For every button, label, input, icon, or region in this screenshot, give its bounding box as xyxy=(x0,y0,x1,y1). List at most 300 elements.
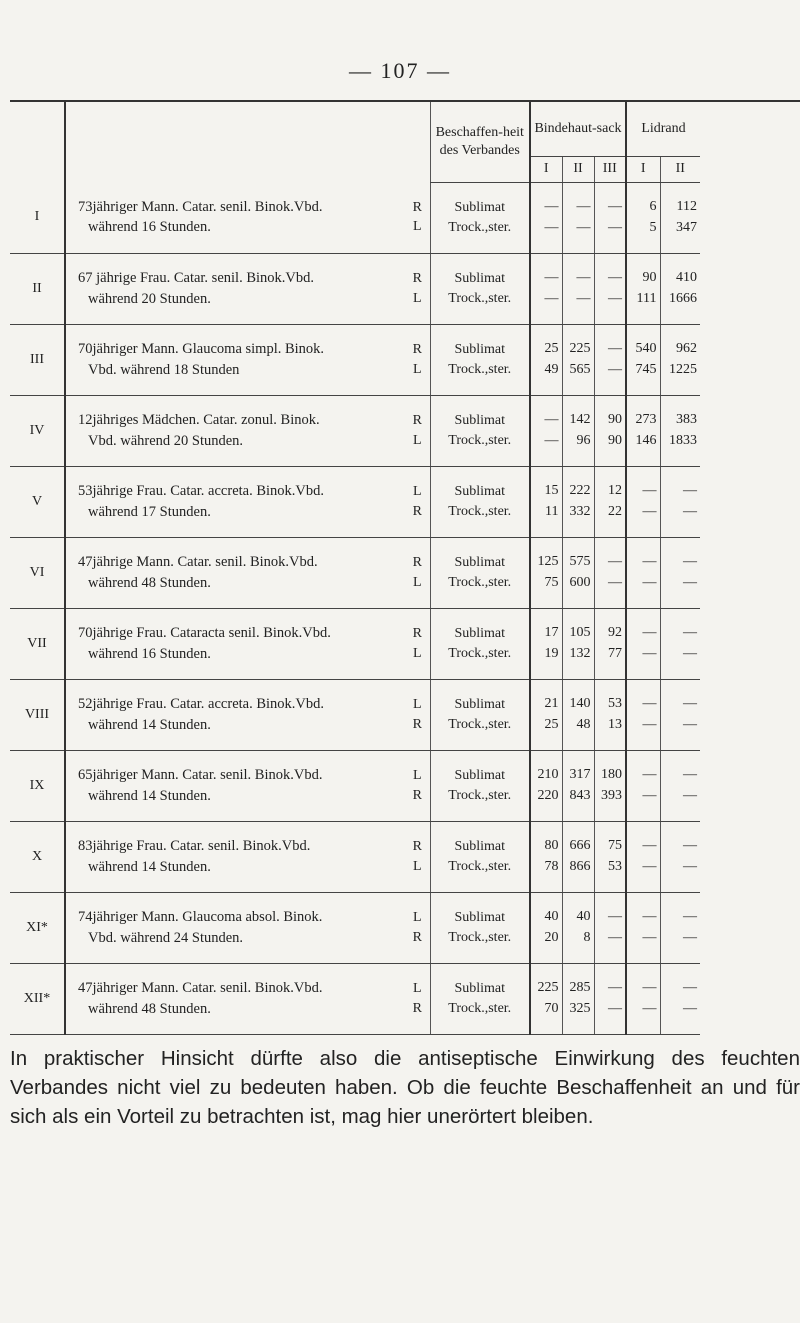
lidrand-ii xyxy=(660,395,700,466)
description-line-1: 47jährige Mann. Catar. senil. Binok.Vbd. xyxy=(78,554,318,571)
lidrand-ii-bottom: — xyxy=(683,787,697,803)
table-row xyxy=(10,821,700,892)
description-line-1: 73jähriger Mann. Catar. senil. Binok.Vbd. xyxy=(78,198,323,215)
eye-side xyxy=(405,324,430,395)
eye-side-bottom: L xyxy=(412,290,422,306)
dressing-type xyxy=(430,750,530,821)
bindehaut-ii-bottom: 96 xyxy=(576,432,591,448)
lidrand-i-top: 540 xyxy=(635,341,657,357)
header-bindehaut-iii: III xyxy=(594,156,626,182)
eye-side-top: L xyxy=(412,980,422,996)
lidrand-ii-bottom: — xyxy=(683,858,697,874)
eye-side-top: L xyxy=(412,909,422,925)
dressing-type-top: Sublimat xyxy=(454,483,506,499)
lidrand-ii-bottom: — xyxy=(683,574,697,590)
dressing-type-top: Sublimat xyxy=(454,767,506,783)
bindehaut-iii-bottom: — xyxy=(608,290,622,306)
lidrand-i-bottom: — xyxy=(642,1000,657,1016)
eye-side-bottom: L xyxy=(412,574,422,590)
description-line-1: 70jähriger Mann. Glaucoma simpl. Binok. xyxy=(78,341,325,358)
eye-side-top: R xyxy=(412,199,422,215)
bindehaut-iii-top: — xyxy=(608,909,622,925)
lidrand-i-bottom: 5 xyxy=(649,219,657,235)
eye-side-top: R xyxy=(412,341,422,357)
case-number: IX xyxy=(10,750,65,821)
case-description xyxy=(65,963,405,1034)
bindehaut-ii xyxy=(562,892,594,963)
bindehaut-ii xyxy=(562,466,594,537)
eye-side xyxy=(405,253,430,324)
bindehaut-iii xyxy=(594,963,626,1034)
lidrand-i-top: — xyxy=(642,909,657,925)
lidrand-ii xyxy=(660,537,700,608)
bindehaut-i-bottom: 70 xyxy=(544,1000,559,1016)
header-desc xyxy=(65,102,405,182)
bindehaut-i xyxy=(530,537,562,608)
table-row xyxy=(10,679,700,750)
bindehaut-ii-bottom: — xyxy=(576,219,591,235)
lidrand-ii xyxy=(660,750,700,821)
header-bindehaut-ii: II xyxy=(562,156,594,182)
bindehaut-i xyxy=(530,466,562,537)
eye-side-bottom: L xyxy=(412,645,422,661)
table-row xyxy=(10,253,700,324)
bindehaut-i xyxy=(530,182,562,253)
bindehaut-iii-top: — xyxy=(608,199,622,215)
bindehaut-ii-bottom: 843 xyxy=(569,787,591,803)
bindehaut-iii-bottom: — xyxy=(608,929,622,945)
case-description xyxy=(65,395,405,466)
lidrand-i-bottom: — xyxy=(642,503,657,519)
dressing-type-bottom: Trock.,ster. xyxy=(448,645,512,661)
bindehaut-iii xyxy=(594,253,626,324)
lidrand-i xyxy=(626,395,660,466)
bindehaut-ii xyxy=(562,253,594,324)
case-number: II xyxy=(10,253,65,324)
eye-side xyxy=(405,608,430,679)
bindehaut-iii-top: — xyxy=(608,270,622,286)
case-description xyxy=(65,821,405,892)
bindehaut-i-top: 225 xyxy=(537,980,559,996)
lidrand-i-top: — xyxy=(642,767,657,783)
description-line-1: 47jähriger Mann. Catar. senil. Binok.Vbd. xyxy=(78,980,323,997)
dressing-type-top: Sublimat xyxy=(454,838,506,854)
description-line-2: Vbd. während 24 Stunden. xyxy=(88,929,244,946)
lidrand-ii xyxy=(660,963,700,1034)
lidrand-ii xyxy=(660,253,700,324)
header-lidrand-i: I xyxy=(626,156,660,182)
eye-side-bottom: R xyxy=(412,716,422,732)
bindehaut-i-top: — xyxy=(544,412,559,428)
dressing-type-bottom: Trock.,ster. xyxy=(448,219,512,235)
lidrand-i xyxy=(626,963,660,1034)
eye-side-bottom: R xyxy=(412,787,422,803)
dressing-type xyxy=(430,253,530,324)
bindehaut-i xyxy=(530,892,562,963)
page-number: — 107 — xyxy=(349,58,451,83)
dressing-type-bottom: Trock.,ster. xyxy=(448,787,512,803)
bindehaut-iii-top: 180 xyxy=(601,767,622,783)
case-description xyxy=(65,679,405,750)
lidrand-ii-top: — xyxy=(683,625,697,641)
bindehaut-i xyxy=(530,963,562,1034)
eye-side-top: L xyxy=(412,483,422,499)
description-line-2: während 48 Stunden. xyxy=(88,1000,211,1017)
lidrand-i xyxy=(626,892,660,963)
bindehaut-ii-bottom: 332 xyxy=(569,503,591,519)
bindehaut-ii-top: 666 xyxy=(569,838,591,854)
bindehaut-i-bottom: 78 xyxy=(544,858,559,874)
lidrand-i xyxy=(626,537,660,608)
bindehaut-ii-top: 142 xyxy=(569,412,591,428)
lidrand-ii-top: — xyxy=(683,767,697,783)
bindehaut-iii-top: 92 xyxy=(608,625,622,641)
dressing-type-top: Sublimat xyxy=(454,696,506,712)
bindehaut-ii-bottom: 600 xyxy=(569,574,591,590)
description-line-2: während 20 Stunden. xyxy=(88,290,211,307)
lidrand-ii-top: — xyxy=(683,980,697,996)
dressing-type-top: Sublimat xyxy=(454,412,506,428)
case-description xyxy=(65,324,405,395)
lidrand-ii-top: 410 xyxy=(676,270,697,286)
bindehaut-iii xyxy=(594,750,626,821)
bindehaut-iii-top: — xyxy=(608,980,622,996)
lidrand-i-top: — xyxy=(642,980,657,996)
bindehaut-i xyxy=(530,821,562,892)
bindehaut-i-top: 21 xyxy=(544,696,559,712)
dressing-type-top: Sublimat xyxy=(454,270,506,286)
bindehaut-ii-top: 317 xyxy=(569,767,591,783)
eye-side xyxy=(405,821,430,892)
description-line-2: während 14 Stunden. xyxy=(88,716,211,733)
dressing-type-top: Sublimat xyxy=(454,909,506,925)
case-description xyxy=(65,537,405,608)
header-bindehaut: Bindehaut-sack xyxy=(530,102,626,156)
lidrand-ii-bottom: 1833 xyxy=(669,432,697,448)
bindehaut-iii xyxy=(594,466,626,537)
dressing-type xyxy=(430,608,530,679)
description-line-1: 67 jährige Frau. Catar. senil. Binok.Vbd. xyxy=(78,270,314,287)
bindehaut-iii xyxy=(594,324,626,395)
lidrand-i-bottom: 745 xyxy=(635,361,657,377)
lidrand-ii-top: — xyxy=(683,554,697,570)
lidrand-i-bottom: — xyxy=(642,858,657,874)
dressing-type-top: Sublimat xyxy=(454,625,506,641)
eye-side-bottom: R xyxy=(412,929,422,945)
lidrand-i xyxy=(626,253,660,324)
bindehaut-i-bottom: 49 xyxy=(544,361,559,377)
lidrand-i-bottom: — xyxy=(642,716,657,732)
bindehaut-iii-bottom: 13 xyxy=(608,716,622,732)
description-line-2: während 16 Stunden. xyxy=(88,645,211,662)
dressing-type-bottom: Trock.,ster. xyxy=(448,290,512,306)
bindehaut-i-bottom: 11 xyxy=(545,503,559,519)
lidrand-ii xyxy=(660,892,700,963)
bindehaut-ii-top: 285 xyxy=(569,980,591,996)
bindehaut-iii xyxy=(594,537,626,608)
lidrand-i-top: — xyxy=(642,838,657,854)
bindehaut-i-top: 125 xyxy=(537,554,559,570)
lidrand-i-top: — xyxy=(642,554,657,570)
table-row xyxy=(10,608,700,679)
header-beschaffenheit: Beschaffen-heit des Verbandes xyxy=(430,102,530,182)
lidrand-i xyxy=(626,679,660,750)
eye-side-bottom: L xyxy=(412,432,422,448)
body-paragraph: In praktischer Hinsicht dürfte also die antiseptische Einwirkung des feuchten Verbandes nicht viel zu bedeuten haben. Ob die feuchte Beschaffenheit an und für sich als ein Vorteil zu betrachten ist, mag hier unerörtert bleiben. xyxy=(10,1047,800,1128)
description-line-2: während 16 Stunden. xyxy=(88,219,211,236)
dressing-type-bottom: Trock.,ster. xyxy=(448,574,512,590)
dressing-type xyxy=(430,892,530,963)
bindehaut-iii-top: 12 xyxy=(608,483,622,499)
dressing-type-top: Sublimat xyxy=(454,554,506,570)
lidrand-i-bottom: — xyxy=(642,574,657,590)
lidrand-ii xyxy=(660,324,700,395)
bindehaut-ii xyxy=(562,750,594,821)
bindehaut-ii-bottom: 325 xyxy=(569,1000,591,1016)
eye-side xyxy=(405,537,430,608)
bindehaut-ii-bottom: 132 xyxy=(569,645,591,661)
bindehaut-i-bottom: 20 xyxy=(544,929,559,945)
lidrand-ii-bottom: 1225 xyxy=(669,361,697,377)
bindehaut-i xyxy=(530,679,562,750)
dressing-type-bottom: Trock.,ster. xyxy=(448,432,512,448)
lidrand-ii-top: — xyxy=(683,838,697,854)
lidrand-i xyxy=(626,821,660,892)
dressing-type xyxy=(430,821,530,892)
description-line-2: Vbd. während 18 Stunden xyxy=(88,361,240,378)
description-line-1: 83jährige Frau. Catar. senil. Binok.Vbd. xyxy=(78,838,311,855)
description-line-1: 53jährige Frau. Catar. accreta. Binok.Vbd. xyxy=(78,483,325,500)
lidrand-ii-bottom: — xyxy=(683,645,697,661)
dressing-type-bottom: Trock.,ster. xyxy=(448,929,512,945)
bindehaut-i-top: — xyxy=(544,199,559,215)
lidrand-ii xyxy=(660,466,700,537)
eye-side-bottom: L xyxy=(412,858,422,874)
bindehaut-iii-top: 75 xyxy=(608,838,622,854)
bindehaut-i-bottom: 19 xyxy=(544,645,559,661)
bindehaut-iii-bottom: — xyxy=(608,361,622,377)
bindehaut-iii xyxy=(594,608,626,679)
bindehaut-iii-bottom: — xyxy=(608,1000,622,1016)
table-row xyxy=(10,182,700,253)
dressing-type xyxy=(430,324,530,395)
case-number: VI xyxy=(10,537,65,608)
bindehaut-i xyxy=(530,608,562,679)
description-line-2: während 17 Stunden. xyxy=(88,503,211,520)
bindehaut-i-top: 210 xyxy=(537,767,559,783)
bindehaut-ii-top: 225 xyxy=(569,341,591,357)
case-description xyxy=(65,892,405,963)
dressing-type xyxy=(430,679,530,750)
case-description xyxy=(65,466,405,537)
case-number: VII xyxy=(10,608,65,679)
description-line-1: 52jährige Frau. Catar. accreta. Binok.Vbd. xyxy=(78,696,325,713)
bindehaut-i-top: — xyxy=(544,270,559,286)
lidrand-ii-top: — xyxy=(683,696,697,712)
results-table xyxy=(10,102,700,1035)
bindehaut-i-top: 17 xyxy=(544,625,559,641)
eye-side-bottom: L xyxy=(412,361,422,377)
dressing-type xyxy=(430,537,530,608)
description-line-1: 65jähriger Mann. Catar. senil. Binok.Vbd. xyxy=(78,767,323,784)
lidrand-i-top: 6 xyxy=(649,199,657,215)
bindehaut-i-bottom: — xyxy=(544,290,559,306)
description-line-1: 70jährige Frau. Cataracta senil. Binok.Vbd. xyxy=(78,625,331,642)
lidrand-ii-bottom: — xyxy=(683,929,697,945)
bindehaut-iii xyxy=(594,395,626,466)
lidrand-i-bottom: — xyxy=(642,929,657,945)
bindehaut-i-bottom: — xyxy=(544,432,559,448)
bindehaut-iii xyxy=(594,821,626,892)
eye-side-top: R xyxy=(412,554,422,570)
case-number: VIII xyxy=(10,679,65,750)
bindehaut-iii-bottom: 90 xyxy=(608,432,622,448)
bindehaut-i-top: 25 xyxy=(544,341,559,357)
lidrand-i-bottom: 146 xyxy=(635,432,657,448)
lidrand-i-bottom: 111 xyxy=(636,290,657,306)
eye-side xyxy=(405,892,430,963)
bindehaut-ii xyxy=(562,963,594,1034)
description-line-2: Vbd. während 20 Stunden. xyxy=(88,432,244,449)
bindehaut-ii-bottom: — xyxy=(576,290,591,306)
eye-side-top: L xyxy=(412,767,422,783)
bindehaut-ii xyxy=(562,395,594,466)
bindehaut-ii xyxy=(562,182,594,253)
bindehaut-iii-bottom: 393 xyxy=(601,787,622,803)
eye-side-top: L xyxy=(412,696,422,712)
bindehaut-ii-bottom: 565 xyxy=(569,361,591,377)
bindehaut-iii-top: — xyxy=(608,554,622,570)
lidrand-ii xyxy=(660,182,700,253)
lidrand-ii-top: 962 xyxy=(676,341,697,357)
dressing-type-bottom: Trock.,ster. xyxy=(448,716,512,732)
bindehaut-ii xyxy=(562,821,594,892)
table-row xyxy=(10,892,700,963)
bindehaut-ii-top: 575 xyxy=(569,554,591,570)
lidrand-i-bottom: — xyxy=(642,645,657,661)
bindehaut-i xyxy=(530,324,562,395)
bindehaut-ii-bottom: 8 xyxy=(583,929,591,945)
header-bindehaut-i: I xyxy=(530,156,562,182)
description-line-2: während 14 Stunden. xyxy=(88,858,211,875)
case-number: V xyxy=(10,466,65,537)
bindehaut-i xyxy=(530,395,562,466)
lidrand-ii-bottom: — xyxy=(683,503,697,519)
bindehaut-i-bottom: 25 xyxy=(544,716,559,732)
lidrand-i xyxy=(626,182,660,253)
bindehaut-iii xyxy=(594,182,626,253)
eye-side xyxy=(405,750,430,821)
lidrand-ii xyxy=(660,821,700,892)
dressing-type-top: Sublimat xyxy=(454,980,506,996)
lidrand-i-top: — xyxy=(642,483,657,499)
bindehaut-iii xyxy=(594,892,626,963)
lidrand-ii-top: — xyxy=(683,483,697,499)
header-case xyxy=(10,102,65,182)
lidrand-i-bottom: — xyxy=(642,787,657,803)
eye-side-bottom: L xyxy=(412,219,422,235)
description-line-2: während 14 Stunden. xyxy=(88,787,211,804)
bindehaut-ii-top: 222 xyxy=(569,483,591,499)
bindehaut-iii-bottom: 53 xyxy=(608,858,622,874)
dressing-type xyxy=(430,182,530,253)
lidrand-ii-top: 383 xyxy=(676,412,697,428)
bindehaut-i-bottom: — xyxy=(544,219,559,235)
bindehaut-i xyxy=(530,253,562,324)
lidrand-ii-top: 112 xyxy=(676,199,697,215)
bindehaut-ii xyxy=(562,537,594,608)
dressing-type-top: Sublimat xyxy=(454,199,506,215)
lidrand-i-top: — xyxy=(642,696,657,712)
lidrand-i xyxy=(626,750,660,821)
table-row xyxy=(10,324,700,395)
header-side xyxy=(405,102,430,182)
lidrand-ii-bottom: — xyxy=(683,1000,697,1016)
bindehaut-iii-top: 90 xyxy=(608,412,622,428)
lidrand-ii-bottom: — xyxy=(683,716,697,732)
lidrand-ii xyxy=(660,679,700,750)
lidrand-i xyxy=(626,324,660,395)
bindehaut-i-top: 80 xyxy=(544,838,559,854)
dressing-type xyxy=(430,395,530,466)
lidrand-ii-top: — xyxy=(683,909,697,925)
lidrand-i xyxy=(626,608,660,679)
lidrand-i-top: 90 xyxy=(642,270,657,286)
eye-side xyxy=(405,963,430,1034)
dressing-type-bottom: Trock.,ster. xyxy=(448,361,512,377)
eye-side xyxy=(405,466,430,537)
header-lidrand: Lidrand xyxy=(626,102,700,156)
eye-side-bottom: R xyxy=(412,1000,422,1016)
bindehaut-ii-top: 40 xyxy=(576,909,591,925)
eye-side xyxy=(405,182,430,253)
dressing-type-bottom: Trock.,ster. xyxy=(448,1000,512,1016)
bindehaut-ii-bottom: 866 xyxy=(569,858,591,874)
case-description xyxy=(65,182,405,253)
bindehaut-i-bottom: 220 xyxy=(537,787,559,803)
eye-side-top: R xyxy=(412,625,422,641)
case-description xyxy=(65,608,405,679)
dressing-type xyxy=(430,466,530,537)
eye-side xyxy=(405,679,430,750)
case-number: X xyxy=(10,821,65,892)
bindehaut-iii-top: 53 xyxy=(608,696,622,712)
table-row xyxy=(10,466,700,537)
lidrand-ii xyxy=(660,608,700,679)
case-description xyxy=(65,253,405,324)
bindehaut-ii xyxy=(562,324,594,395)
description-line-1: 12jähriges Mädchen. Catar. zonul. Binok. xyxy=(78,412,320,429)
description-line-2: während 48 Stunden. xyxy=(88,574,211,591)
case-number: III xyxy=(10,324,65,395)
bindehaut-iii-bottom: — xyxy=(608,574,622,590)
bindehaut-iii-bottom: — xyxy=(608,219,622,235)
eye-side-bottom: R xyxy=(412,503,422,519)
header-lidrand-ii: II xyxy=(660,156,700,182)
bindehaut-ii-top: 105 xyxy=(569,625,591,641)
bindehaut-ii-bottom: 48 xyxy=(576,716,591,732)
dressing-type-bottom: Trock.,ster. xyxy=(448,858,512,874)
table-row xyxy=(10,395,700,466)
eye-side-top: R xyxy=(412,412,422,428)
lidrand-ii-bottom: 347 xyxy=(676,219,697,235)
eye-side xyxy=(405,395,430,466)
lidrand-i xyxy=(626,466,660,537)
bindehaut-ii xyxy=(562,608,594,679)
bindehaut-ii-top: 140 xyxy=(569,696,591,712)
table-row xyxy=(10,537,700,608)
lidrand-i-top: — xyxy=(642,625,657,641)
